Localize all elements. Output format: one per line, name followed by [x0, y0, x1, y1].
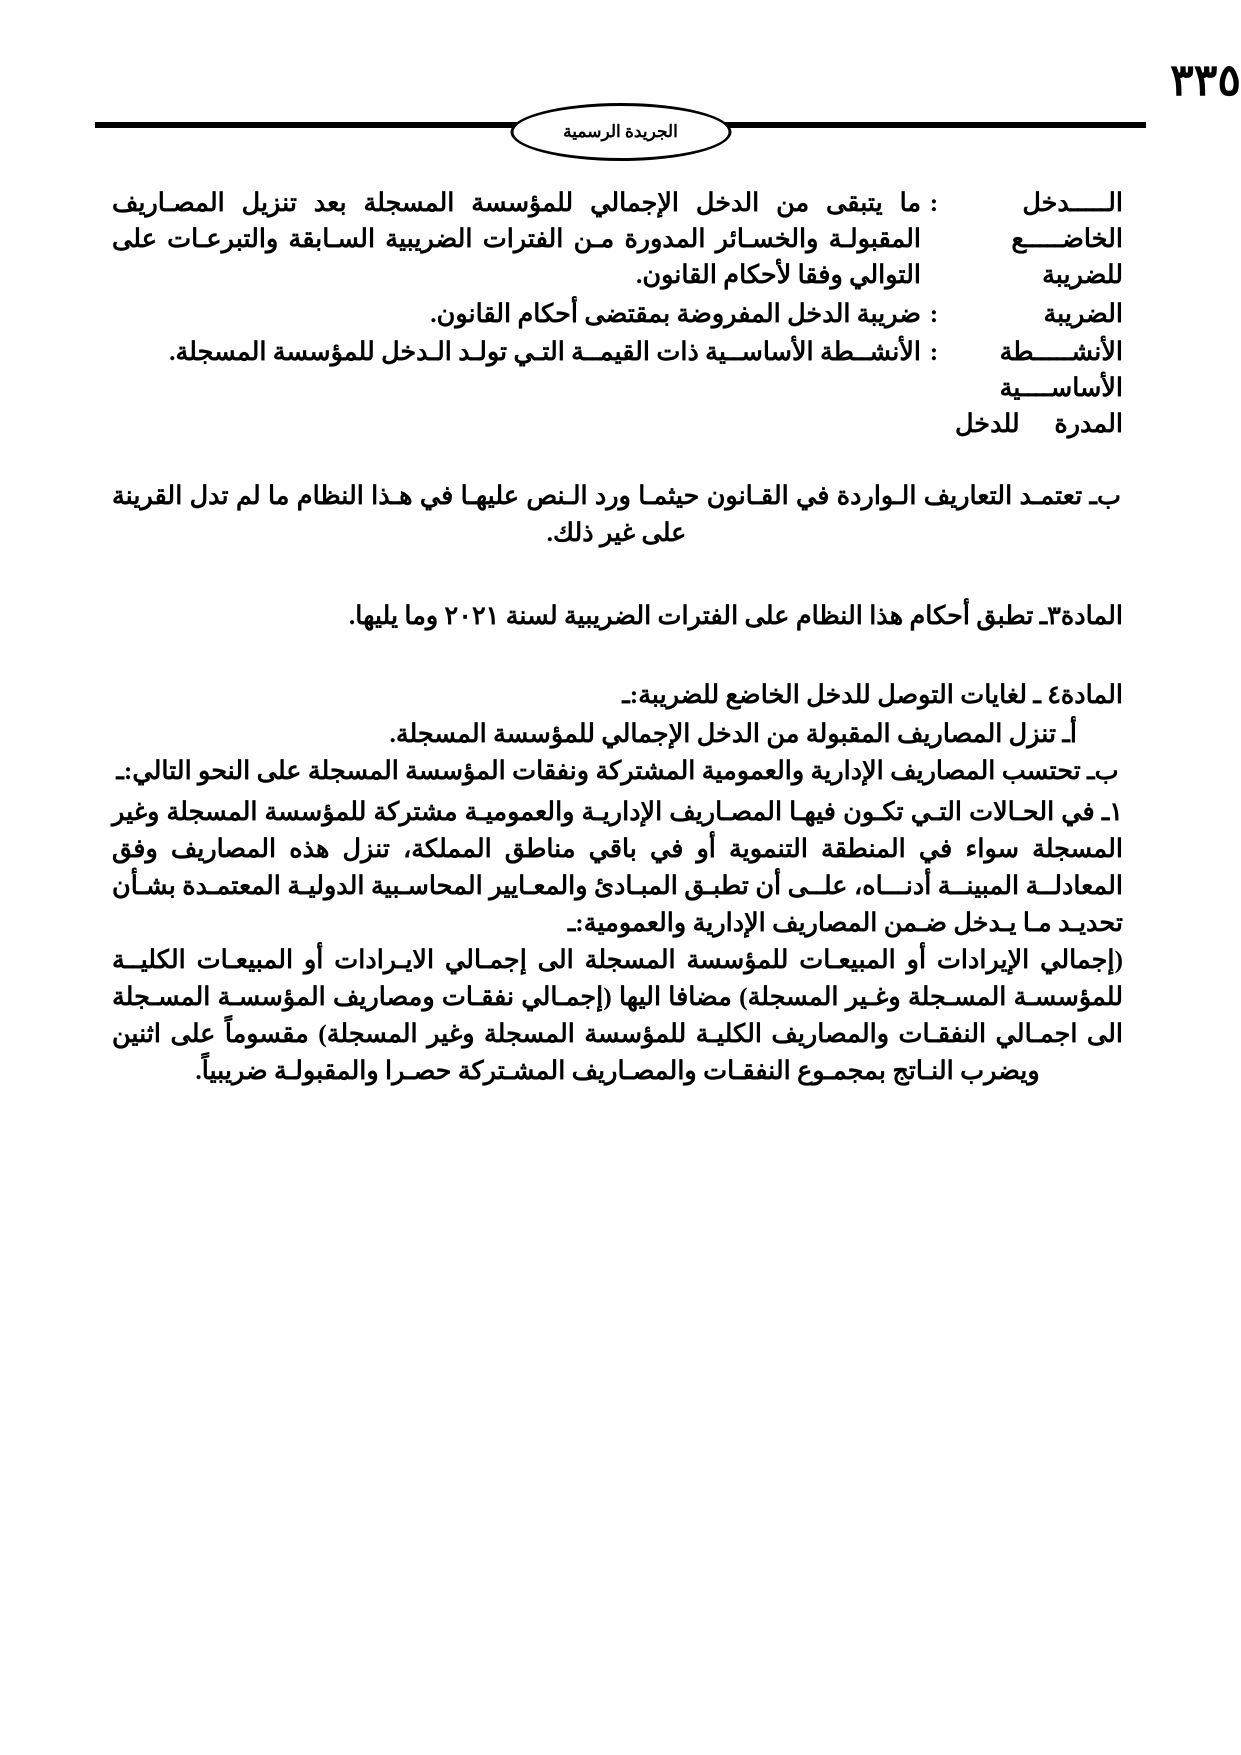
definition-term: الـــــدخل الخاضـــــع للضريبة [1011, 188, 1123, 290]
article-3-paragraph: المادة٣ـ تطبق أحكام هذا النظام على الفترات الضريبية لسنة ٢٠٢١ وما يليها. [348, 601, 1123, 631]
definitions-table [112, 185, 1123, 444]
official-gazette-badge [510, 103, 731, 161]
table-row [112, 185, 1123, 296]
definition-text: ضريبة الدخل المفروضة بمقتضى أحكام القانون. [430, 298, 921, 328]
definition-text: ما يتبقى من الدخل الإجمالي للمؤسسة المسجلة بعد تنزيل المصـاريف المقبولـة والخسـائر المدورة مـن الفترات الضريبية السـابقة والتبرعـات على التوالي وفقا لأحكام القانون. [112, 188, 921, 290]
definition-term: الضريبة [1043, 298, 1123, 328]
article-4-title: المادة٤ ـ لغايات التوصل للدخل الخاضع للضريبة:ـ [622, 680, 1123, 710]
official-gazette-badge-label: الجريدة الرسمية [563, 122, 678, 141]
article-4-item-a: أ‌ـ تنزل المصاريف المقبولة من الدخل الإجمالي للمؤسسة المسجلة. [389, 719, 1077, 749]
clause-b-paragraph: ب‌ـ تعتمـد التعاريف الـواردة في القـانون حيثمـا ورد الـنص عليهـا في هـذا النظام ما لم تدل القرينة على غير ذلك. [112, 481, 1121, 548]
definition-text: الأنشــطة الأساســية ذات القيمــة التـي تولـد الـدخل للمؤسسة المسجلة. [169, 336, 921, 366]
table-row [112, 334, 1123, 445]
page-number: ٣٣٥ [1170, 56, 1241, 105]
article-4-formula: (إجمالي الإيرادات أو المبيعـات للمؤسسة المسجلة الى إجمـالي الايـرادات أو المبيعـات الكليــة للمؤسسـة المسـجلة وغـير المسجلة) مضافا اليها (إجمـالي نفقـات ومصاريف المؤسسـة المسـجلة الى اجمـالي النفقـات والمصاريف الكليـة للمؤسسة المسجلة وغير المسجلة) مقسوماً على اثنين ويضرب النـاتج بمجمـوع النفقـات والمصـاريف المشـتركة حصـرا والمقبولـة ضريبياً. [112, 945, 1123, 1086]
page-number-container [93, 55, 1241, 106]
article-4-item-b: ب‌ـ تحتسب المصاريف الإدارية والعمومية المشتركة ونفقات المؤسسة المسجلة على النحو التالي:ـ [116, 756, 1119, 786]
table-row [112, 296, 1123, 334]
definition-term: الأنشـــــطة الأساســــية المدرة للدخل [955, 336, 1123, 439]
definition-colon: : [929, 298, 939, 328]
document-body [112, 185, 1123, 1090]
definition-colon: : [929, 336, 939, 366]
definition-colon: : [929, 188, 939, 217]
article-4-item-b-1: ١ـ في الحـالات التـي تكـون فيهـا المصـاريف الإداريـة والعموميـة مشتركة للمؤسسة المسجلة وغير المسجلة سواء في المنطقة التنموية أو في باقي مناطق المملكة، تنزل هذه المصاريف وفق المعادلــة المبينــة أدنـــاه، علــى أن تطبـق المبـادئ والمعـايير المحاسـبية الدوليـة المعتمـدة بشـأن تحديـد مـا يـدخل ضـمن المصاريف الإدارية والعمومية:ـ [112, 797, 1123, 938]
